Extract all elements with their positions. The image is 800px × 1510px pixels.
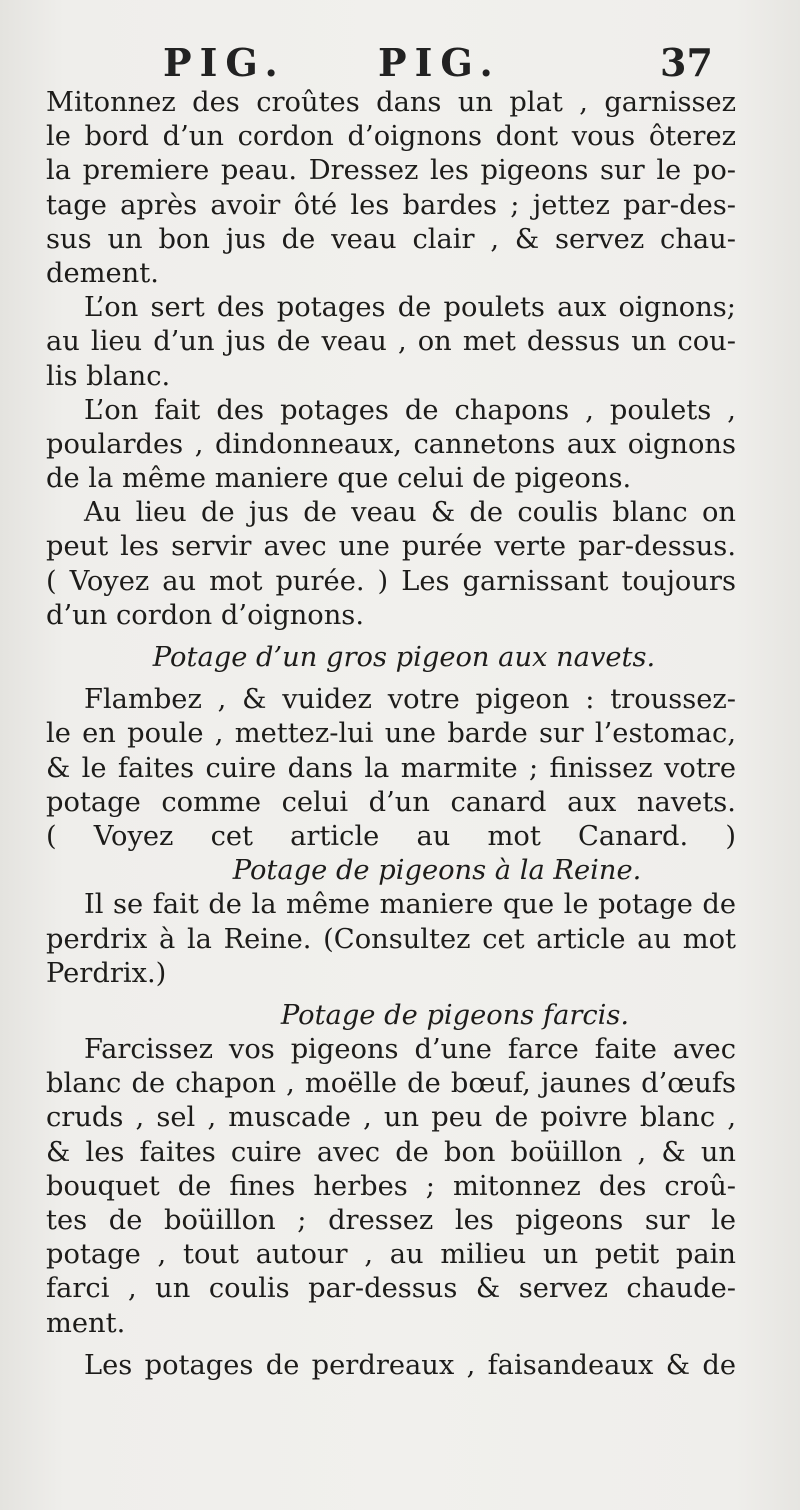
text-line: Perdrix.) <box>46 957 167 989</box>
text-line: & le faites cuire dans la marmite ; finissez votre <box>46 752 736 784</box>
text-line: poulardes , dindonneaux, cannetons aux oignons <box>46 428 736 460</box>
paragraph <box>46 394 736 497</box>
text-line: tes de boüillon ; dressez les pigeons sur le <box>46 1205 736 1236</box>
text-line: Il se fait de la même maniere que le potage de <box>84 889 736 921</box>
text-line: blanc de chapon , moëlle de bœuf, jaunes d’œufs <box>46 1068 736 1100</box>
text-line: potage comme celui d’un canard aux navets. <box>46 786 736 818</box>
text-line: & les faites cuire avec de bon boüillon , & un <box>46 1136 736 1168</box>
paragraph <box>46 888 736 991</box>
text-line: le bord d’un cordon d’oignons dont vous ôterez <box>46 121 736 153</box>
paragraph <box>46 291 736 394</box>
text-line: la premiere peau. Dressez les pigeons sur le po- <box>46 155 736 187</box>
paragraph <box>46 496 736 633</box>
text-line: peut les servir avec une purée verte par-dessus. <box>46 531 736 563</box>
text-line: ( Voyez au mot purée. ) Les garnissant toujours <box>46 565 736 597</box>
text-line: bouquet de fines herbes ; mitonnez des croû- <box>46 1170 736 1202</box>
text-line: Farcissez vos pigeons d’une farce faite avec <box>84 1034 736 1066</box>
text-line: sus un bon jus de veau clair , & servez chau- <box>46 223 736 255</box>
text-line: L’on sert des potages de poulets aux oignons; <box>84 292 736 324</box>
text-line: dement. <box>46 257 159 289</box>
text-line: Flambez , & vuidez votre pigeon : troussez- <box>84 684 736 716</box>
paragraph <box>46 1033 736 1341</box>
text-line: Mitonnez des croûtes dans un plat , garnissez <box>46 87 736 118</box>
paragraph <box>46 86 736 291</box>
section-heading: Potage de pigeons à la Reine. <box>232 855 642 887</box>
text-line: de la même maniere que celui de pigeons. <box>46 463 632 495</box>
text-line: Les potages de perdreaux , faisandeaux & de <box>84 1349 736 1381</box>
headword-right: PIG. <box>378 40 501 85</box>
text-line: ( Voyez cet article au mot Canard. ) <box>46 820 736 852</box>
text-line: cruds , sel , muscade , un peu de poivre blanc , <box>46 1102 736 1134</box>
paragraph <box>46 683 736 854</box>
page-number: 37 <box>660 40 713 85</box>
section-heading: Potage de pigeons farcis. <box>280 999 630 1031</box>
text-line: Au lieu de jus de veau & de coulis blanc on <box>84 497 736 529</box>
text-line: ment. <box>46 1307 126 1339</box>
text-line: tage après avoir ôté les bardes ; jettez par-des- <box>46 189 736 221</box>
text-line: le en poule , mettez-lui une barde sur l’estomac, <box>46 718 736 750</box>
headword-left: PIG. <box>163 40 286 85</box>
text-line: potage , tout autour , au milieu un petit pain <box>46 1239 736 1271</box>
text-line: L’on fait des potages de chapons , poulets , <box>84 394 736 426</box>
text-line: farci , un coulis par-dessus & servez chaude- <box>46 1273 736 1305</box>
section-heading: Potage d’un gros pigeon aux navets. <box>152 642 656 673</box>
text-line: lis blanc. <box>46 360 171 392</box>
text-line: d’un cordon d’oignons. <box>46 599 364 631</box>
text-line: perdrix à la Reine. (Consultez cet article au mot <box>46 923 736 955</box>
page-body <box>46 86 736 1383</box>
text-line: au lieu d’un jus de veau , on met dessus un cou- <box>46 326 736 358</box>
